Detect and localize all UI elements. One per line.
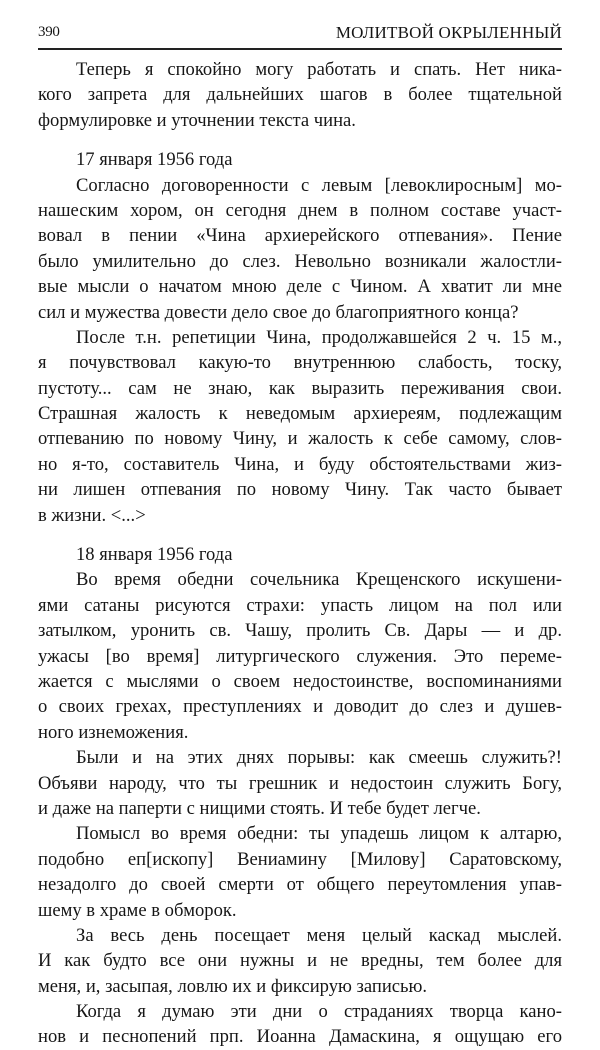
paragraph [38, 821, 562, 923]
paragraph [38, 745, 562, 821]
paragraph [38, 923, 562, 999]
body-text [38, 57, 562, 1050]
text-line: затылком, уронить св. Чашу, пролить Св. Дары — и др. [38, 620, 562, 642]
text-line: ного изнеможения. [38, 721, 189, 743]
diary-date-heading: 17 января 1956 года [76, 149, 233, 171]
section-gap [38, 528, 562, 542]
book-title: МОЛИТВОЙ ОКРЫЛЕННЫЙ [335, 23, 562, 42]
paragraph [38, 567, 562, 745]
text-line: вые мысли о начатом мною деле с Чином. А хватит ли мне [38, 276, 562, 298]
text-line: меня, и, засыпая, ловлю их и фиксирую записью. [38, 975, 428, 997]
text-line: шему в храме в обморок. [38, 899, 237, 921]
text-line: Когда я думаю эти дни о страданиях творца кано- [76, 1001, 562, 1023]
text-line: жается с мыслями о своем недостоинстве, воспоминаниями [38, 670, 562, 692]
text-line: отпеванию по новому Чину, и жалость к себе самому, слов- [38, 428, 562, 450]
text-line: подобно еп[ископу] Вениамину [Милову] Саратовскому, [38, 848, 562, 870]
text-line: Страшная жалость к неведомым архиереям, подлежащим [38, 403, 562, 425]
text-line: формулировке и уточнении текста чина. [38, 109, 356, 131]
text-line: нов и песнопений прп. Иоанна Дамаскина, я ощущаю его [38, 1026, 562, 1048]
text-line: кого запрета для дальнейших шагов в более тщательной [38, 84, 562, 106]
text-line: но я-то, составитель Чина, и буду обстоятельствами жиз- [38, 453, 562, 475]
text-line: о своих грехах, преступлениях и доводит до слез и душев- [38, 696, 562, 718]
text-line: я почувствовал какую-то внутреннюю слабость, тоску, [38, 352, 562, 374]
text-line: Помысл во время обедни: ты упадешь лицом к алтарю, [76, 823, 562, 845]
paragraph [38, 999, 562, 1050]
text-line: пустоту... сам не знаю, как выразить переживания свои. [38, 377, 562, 399]
section-gap [38, 133, 562, 147]
text-line: было умилительно до слез. Невольно возникали жалостли- [38, 250, 562, 272]
diary-date-heading: 18 января 1956 года [76, 544, 233, 566]
text-line: ями сатаны рисуются страхи: упасть лицом на пол или [38, 594, 562, 616]
text-line: Были и на этих днях порывы: как смеешь служить?! [76, 747, 562, 769]
text-line: После т.н. репетиции Чина, продолжавшейся 2 ч. 15 м., [76, 326, 562, 348]
text-line: Теперь я спокойно могу работать и спать. Нет ника- [76, 59, 562, 80]
text-line: За весь день посещает меня целый каскад мыслей. [76, 924, 562, 946]
paragraph [38, 325, 562, 528]
text-line: в жизни. <...> [38, 504, 146, 526]
text-line: вовал в пении «Чина архиерейского отпевания». Пение [38, 225, 562, 247]
text-line: Объяви народу, что ты грешник и недостоин служить Богу, [38, 772, 562, 794]
text-line: ни лишен отпевания по новому Чину. Так часто бывает [38, 479, 562, 501]
running-head [38, 20, 562, 50]
text-line: нашеским хором, он сегодня днем в полном составе участ- [38, 199, 562, 221]
text-line: И как будто все они нужны и не вредны, тем более для [38, 950, 562, 972]
text-line: сил и мужества довести дело свое до благоприятного конца? [38, 301, 519, 323]
page-number: 390 [38, 24, 60, 40]
text-line: Во время обедни сочельника Крещенского искушени- [76, 569, 562, 591]
text-line: Согласно договоренности с левым [левоклиросным] мо- [76, 174, 562, 196]
paragraph [38, 57, 562, 133]
text-line: и даже на паперти с нищими стоять. И тебе будет легче. [38, 797, 481, 819]
text-line: ужасы [во время] литургического служения. Это переме- [38, 645, 562, 667]
paragraph [38, 173, 562, 325]
text-line: незадолго до своей смерти от общего переутомления упав- [38, 874, 562, 896]
